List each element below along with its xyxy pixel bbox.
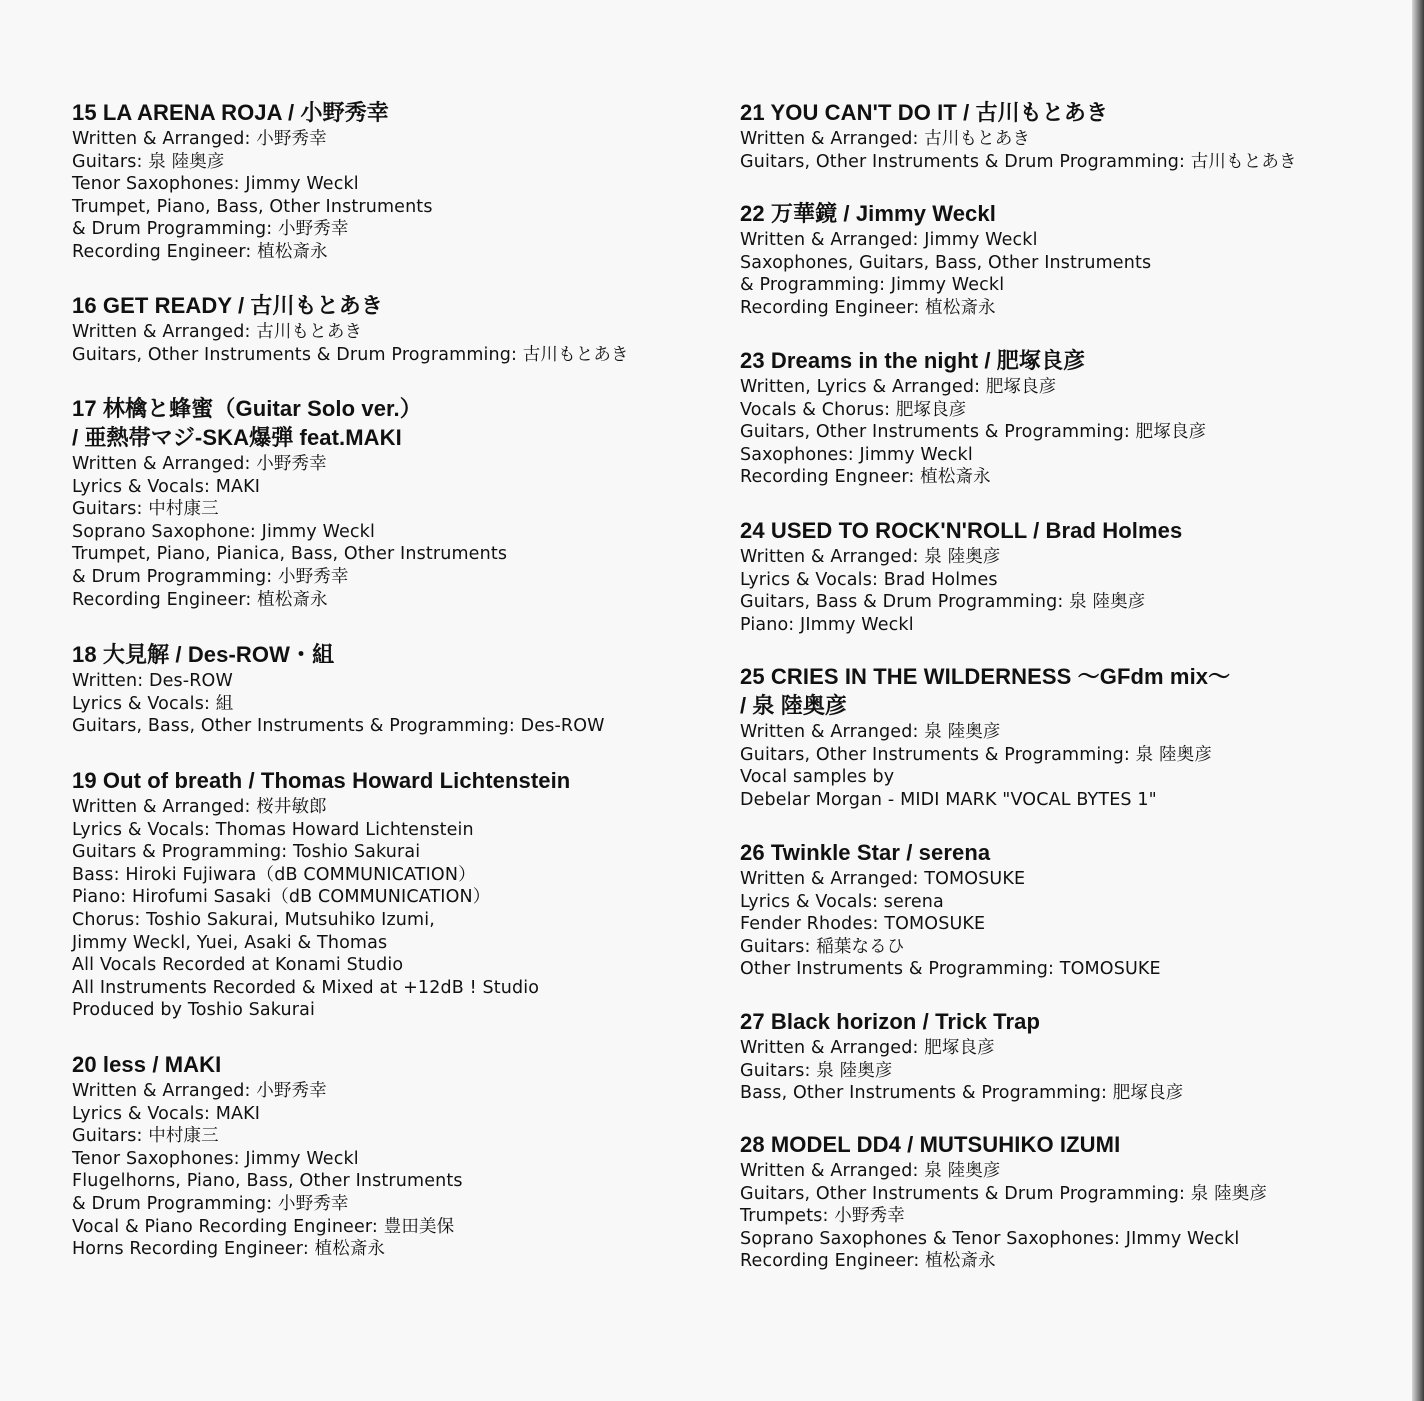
track-block — [72, 640, 605, 738]
credit-line: Lyrics & Vocals: 組 — [72, 693, 234, 714]
credit-line: Piano: Hirofumi Sasaki（dB COMMUNICATION） — [72, 887, 491, 908]
credit-line: Written & Arranged: 泉 陸奥彦 — [740, 547, 1001, 567]
credit-line: Guitars, Other Instruments & Programming: 泉 陸奥彦 — [740, 744, 1212, 765]
track-title: / 泉 陸奥彦 — [740, 693, 848, 718]
credit-line: Soprano Saxophone: Jimmy Weckl — [72, 521, 375, 542]
track-title: / 亜熱帯マジ-SKA爆弾 feat.MAKI — [72, 425, 402, 450]
credit-line: & Drum Programming: 小野秀幸 — [72, 1193, 349, 1214]
credit-line: Saxophones, Guitars, Bass, Other Instruments — [740, 252, 1152, 273]
track-title: 19 Out of breath / Thomas Howard Lichtenstein — [72, 768, 571, 793]
credit-line: Written & Arranged: 肥塚良彦 — [740, 1038, 995, 1058]
credit-line: Guitars: 中村康三 — [72, 499, 219, 520]
track-title: 28 MODEL DD4 / MUTSUHIKO IZUMI — [740, 1132, 1121, 1157]
credit-line: Guitars, Other Instruments & Programming: 肥塚良彦 — [740, 422, 1207, 443]
credit-line: Vocal & Piano Recording Engineer: 豊田美保 — [72, 1216, 455, 1237]
track-title: 25 CRIES IN THE WILDERNESS 〜GFdm mix〜 — [740, 664, 1231, 689]
track-title: 16 GET READY / 古川もとあき — [72, 293, 383, 318]
credit-line: Guitars: 泉 陸奥彦 — [72, 151, 225, 172]
credit-line: Fender Rhodes: TOMOSUKE — [740, 914, 986, 935]
credit-line: Written & Arranged: 桜井敏郎 — [72, 797, 327, 817]
credit-line: All Instruments Recorded & Mixed at +12dB ! Studio — [72, 977, 540, 998]
credit-line: Produced by Toshio Sakurai — [72, 1000, 316, 1021]
credit-line: Guitars, Other Instruments & Drum Programming: 泉 陸奥彦 — [740, 1183, 1268, 1204]
credit-line: Guitars & Programming: Toshio Sakurai — [72, 842, 421, 863]
credit-line: All Vocals Recorded at Konami Studio — [72, 955, 404, 976]
track-title: 22 万華鏡 / Jimmy Weckl — [740, 201, 996, 226]
track-block — [740, 516, 1182, 636]
track-block — [740, 98, 1297, 173]
booklet-spine — [1412, 0, 1424, 1401]
credit-line: Tenor Saxophones: Jimmy Weckl — [72, 1148, 359, 1169]
credit-line: Guitars, Other Instruments & Drum Programming: 古川もとあき — [740, 151, 1297, 172]
credit-line: Bass, Other Instruments & Programming: 肥塚良彦 — [740, 1083, 1184, 1104]
credit-line: Horns Recording Engineer: 植松斎永 — [72, 1239, 386, 1260]
credit-line: Guitars, Bass, Other Instruments & Programming: Des-ROW — [72, 716, 605, 737]
track-title: 18 大見解 / Des-ROW・組 — [72, 642, 335, 667]
credit-line: Lyrics & Vocals: serena — [740, 891, 944, 912]
track-title: 27 Black horizon / Trick Trap — [740, 1009, 1041, 1034]
credit-line: Written, Lyrics & Arranged: 肥塚良彦 — [740, 377, 1057, 397]
credit-line: & Programming: Jimmy Weckl — [740, 275, 1005, 296]
credit-line: Flugelhorns, Piano, Bass, Other Instruments — [72, 1171, 463, 1192]
credit-line: Guitars: 中村康三 — [72, 1126, 219, 1147]
credit-line: Vocals & Chorus: 肥塚良彦 — [740, 399, 967, 420]
credit-line: Soprano Saxophones & Tenor Saxophones: JImmy Weckl — [740, 1228, 1240, 1249]
track-title: 15 LA ARENA ROJA / 小野秀幸 — [72, 100, 389, 125]
track-block — [740, 346, 1206, 489]
credit-line: Written & Arranged: 小野秀幸 — [72, 454, 327, 474]
track-block — [740, 838, 1161, 981]
credit-line: Guitars: 稲葉なるひ — [740, 936, 905, 957]
track-title: 17 林檎と蜂蜜（Guitar Solo ver.） — [72, 396, 422, 421]
credit-line: Written & Arranged: 古川もとあき — [740, 129, 1031, 149]
track-block — [740, 1130, 1267, 1273]
credit-line: Written & Arranged: 古川もとあき — [72, 322, 363, 342]
track-block — [72, 766, 570, 1022]
credit-line: Saxophones: Jimmy Weckl — [740, 444, 973, 465]
credit-line: Debelar Morgan - MIDI MARK "VOCAL BYTES 1" — [740, 789, 1157, 810]
credit-line: Written & Arranged: 小野秀幸 — [72, 1081, 327, 1101]
track-block — [740, 662, 1230, 811]
credit-line: & Drum Programming: 小野秀幸 — [72, 566, 349, 587]
credit-line: Chorus: Toshio Sakurai, Mutsuhiko Izumi, — [72, 909, 435, 930]
credit-line: Trumpet, Piano, Pianica, Bass, Other Instruments — [72, 544, 508, 565]
track-block — [72, 291, 629, 366]
track-title: 20 less / MAKI — [72, 1052, 222, 1077]
credit-line: Written & Arranged: 小野秀幸 — [72, 129, 327, 149]
credit-line: Bass: Hiroki Fujiwara（dB COMMUNICATION） — [72, 864, 476, 885]
credit-line: Lyrics & Vocals: Thomas Howard Lichtenstein — [72, 819, 474, 840]
credit-line: Guitars, Other Instruments & Drum Programming: 古川もとあき — [72, 344, 629, 365]
track-block — [740, 1007, 1183, 1105]
credit-line: Recording Engineer: 植松斎永 — [72, 589, 328, 610]
credit-line: Lyrics & Vocals: Brad Holmes — [740, 569, 998, 590]
track-title: 24 USED TO ROCK'N'ROLL / Brad Holmes — [740, 518, 1183, 543]
credit-line: Jimmy Weckl, Yuei, Asaki & Thomas — [72, 932, 388, 953]
credit-line: Piano: JImmy Weckl — [740, 614, 914, 635]
credit-line: Trumpets: 小野秀幸 — [740, 1206, 905, 1227]
credit-line: Other Instruments & Programming: TOMOSUKE — [740, 959, 1161, 980]
credit-line: Written & Arranged: 泉 陸奥彦 — [740, 1161, 1001, 1181]
credit-line: Written & Arranged: TOMOSUKE — [740, 869, 1026, 889]
track-block — [740, 199, 1151, 319]
credit-line: Lyrics & Vocals: MAKI — [72, 476, 261, 497]
credit-line: Trumpet, Piano, Bass, Other Instruments — [72, 196, 433, 217]
track-title: 23 Dreams in the night / 肥塚良彦 — [740, 348, 1086, 373]
credit-line: Recording Engineer: 植松斎永 — [740, 297, 996, 318]
credit-line: Guitars: 泉 陸奥彦 — [740, 1060, 893, 1081]
credit-line: Vocal samples by — [740, 767, 895, 788]
credit-line: Written & Arranged: 泉 陸奥彦 — [740, 722, 1001, 742]
track-block — [72, 394, 507, 611]
track-block — [72, 1050, 463, 1261]
track-title: 21 YOU CAN'T DO IT / 古川もとあき — [740, 100, 1109, 125]
credit-line: & Drum Programming: 小野秀幸 — [72, 219, 349, 240]
credit-line: Written: Des-ROW — [72, 671, 233, 691]
track-title: 26 Twinkle Star / serena — [740, 840, 991, 865]
credit-line: Tenor Saxophones: Jimmy Weckl — [72, 174, 359, 195]
credit-line: Recording Engineer: 植松斎永 — [740, 1251, 996, 1272]
credit-line: Written & Arranged: Jimmy Weckl — [740, 230, 1038, 250]
credit-line: Recording Engineer: 植松斎永 — [72, 241, 328, 262]
credit-line: Guitars, Bass & Drum Programming: 泉 陸奥彦 — [740, 592, 1146, 613]
credit-line: Lyrics & Vocals: MAKI — [72, 1103, 261, 1124]
credit-line: Recording Engneer: 植松斎永 — [740, 467, 991, 488]
track-block — [72, 98, 433, 264]
